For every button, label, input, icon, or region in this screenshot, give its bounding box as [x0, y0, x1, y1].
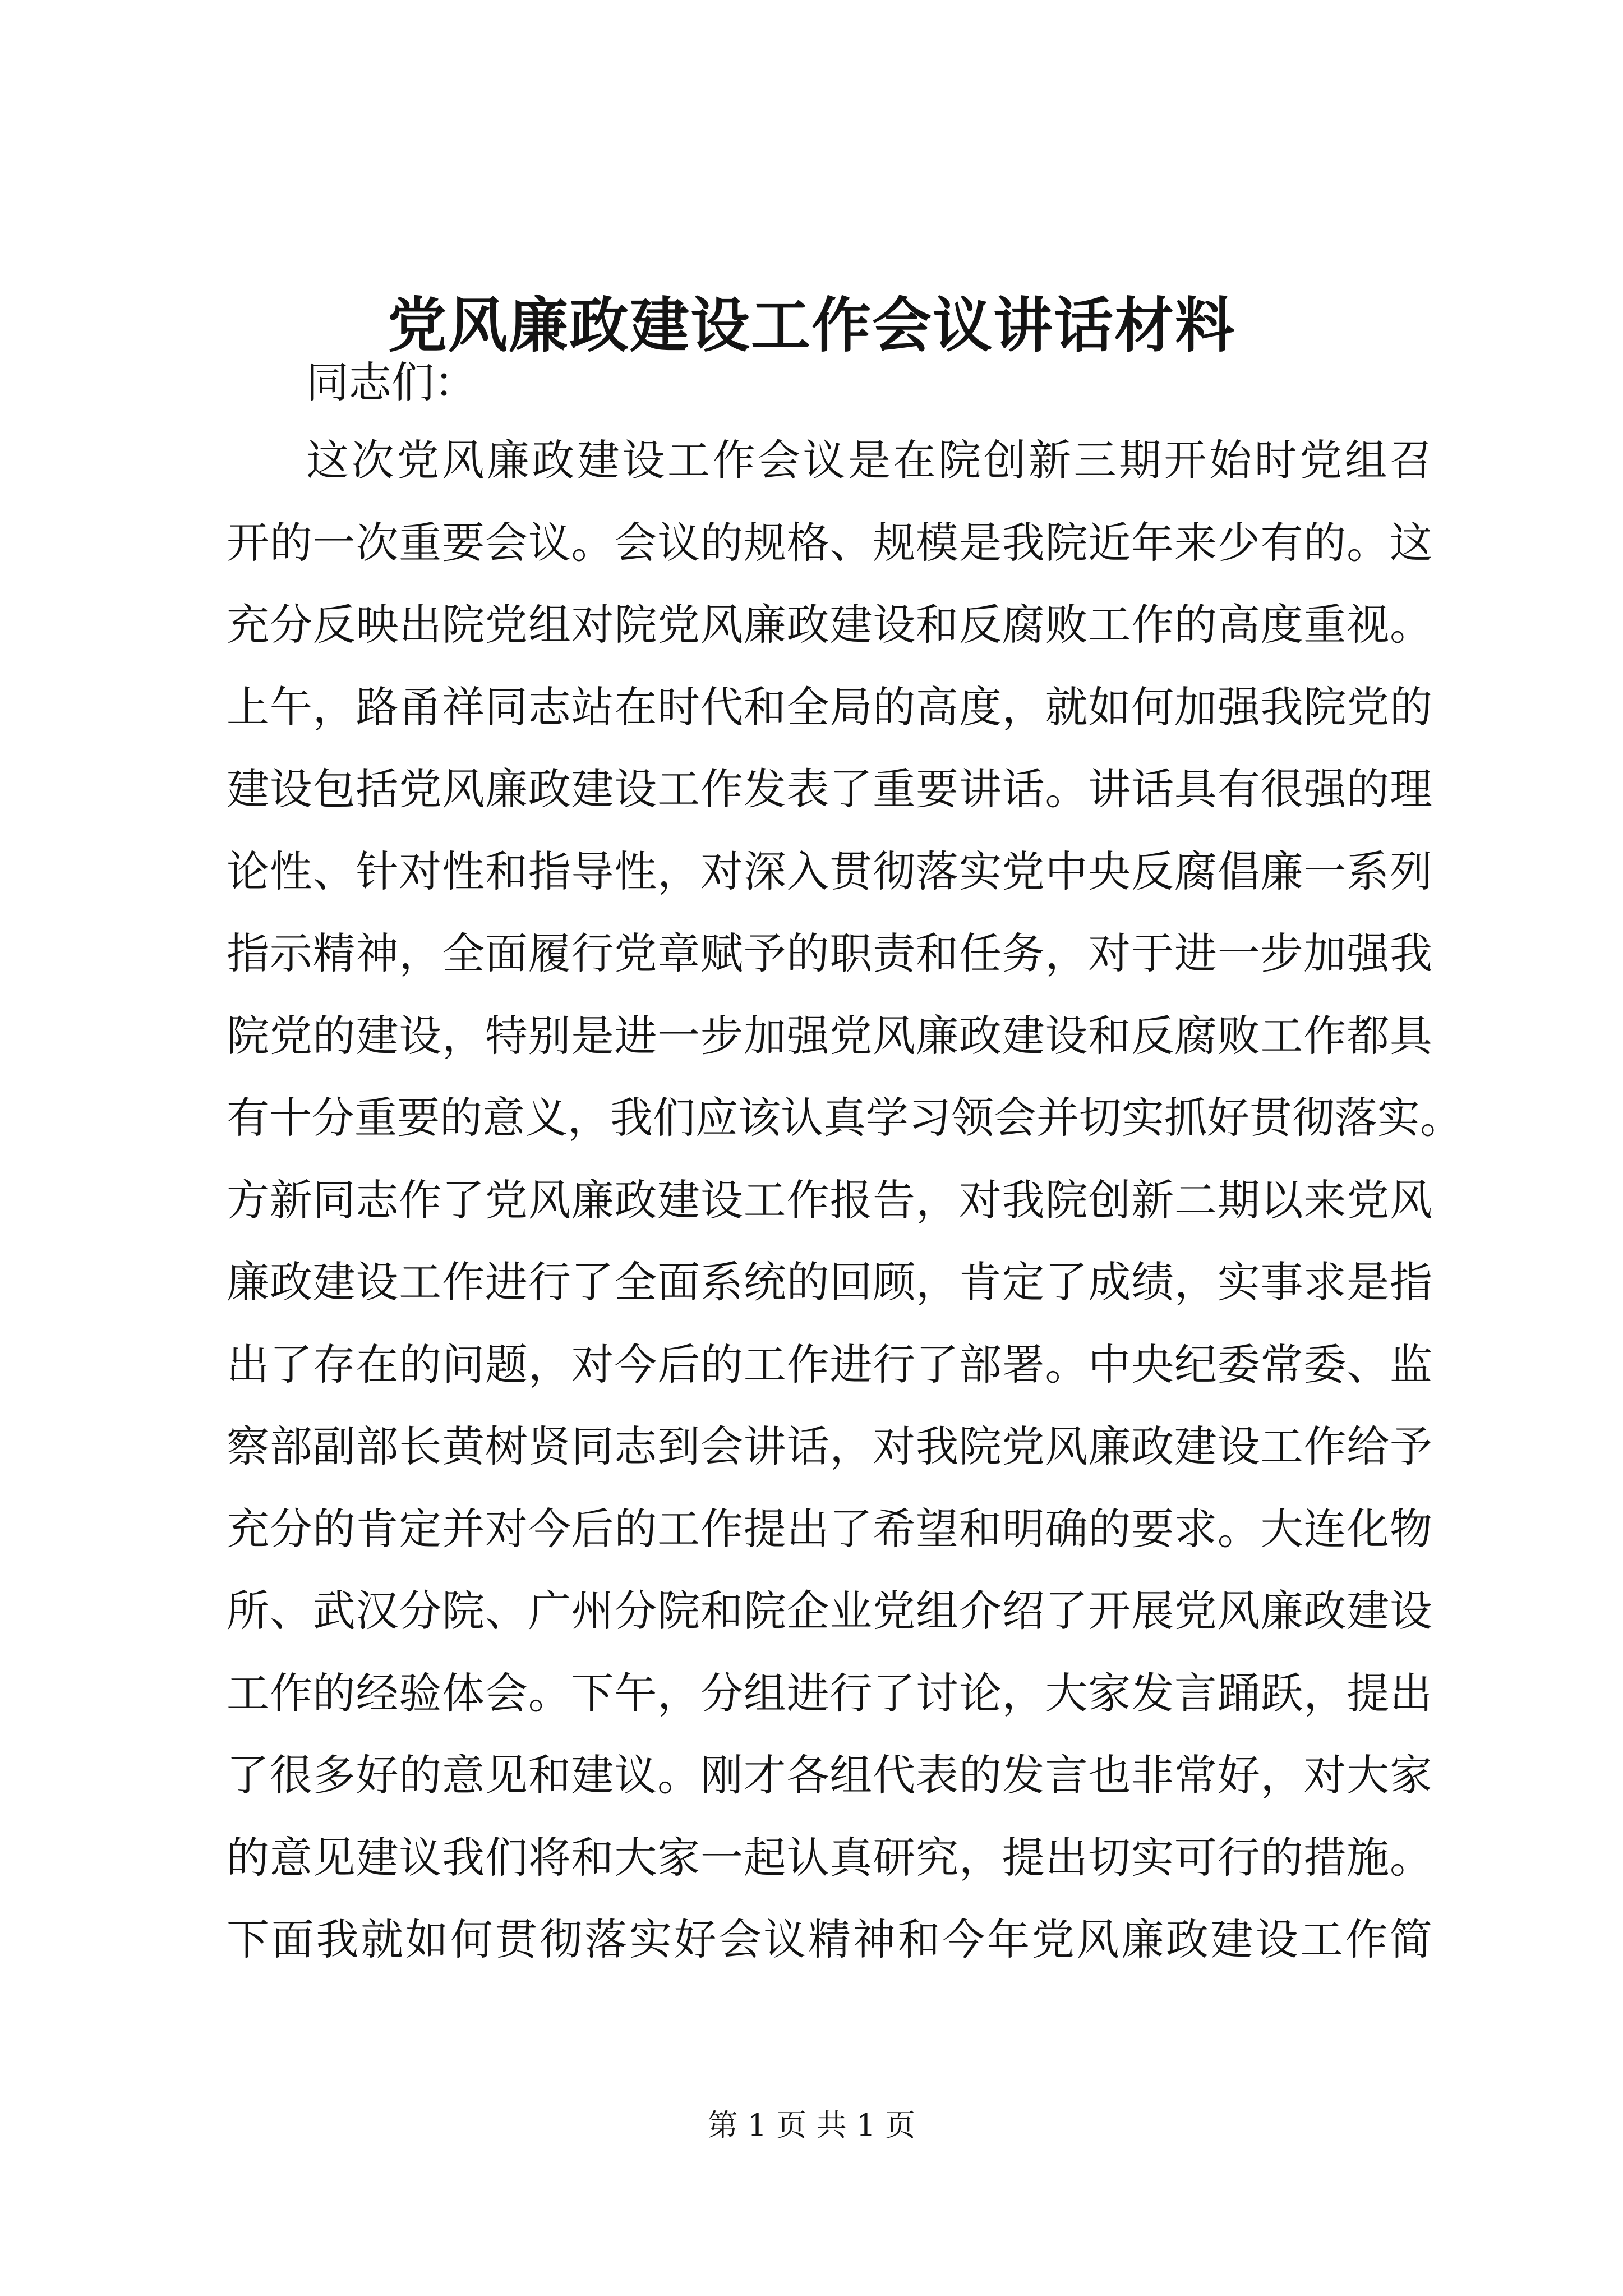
body-line: 这次党风廉政建设工作会议是在院创新三期开始时党组召 — [306, 435, 1432, 485]
salutation: 同志们： — [306, 357, 477, 407]
body-line: 工作的经验体会。下午，分组进行了讨论，大家发言踊跃，提出 — [227, 1668, 1432, 1718]
body-line: 有十分重要的意义，我们应该认真学习领会并切实抓好贯彻落实。 — [227, 1093, 1463, 1143]
body-line: 下面我就如何贯彻落实好会议精神和今年党风廉政建设工作简 — [227, 1915, 1432, 1964]
body-line: 察部副部长黄树贤同志到会讲话，对我院党风廉政建设工作给予 — [227, 1421, 1432, 1471]
body-line: 所、武汉分院、广州分院和院企业党组介绍了开展党风廉政建设 — [227, 1586, 1432, 1636]
body-line: 的意见建议我们将和大家一起认真研究，提出切实可行的措施。 — [227, 1832, 1432, 1883]
body-line: 充分反映出院党组对院党风廉政建设和反腐败工作的高度重视。 — [227, 600, 1432, 650]
body-line: 开的一次重要会议。会议的规格、规模是我院近年来少有的。这 — [227, 517, 1432, 568]
body-line: 建设包括党风廉政建设工作发表了重要讲话。讲话具有很强的理 — [227, 764, 1432, 814]
body-line: 了很多好的意见和建议。刚才各组代表的发言也非常好，对大家 — [227, 1750, 1432, 1800]
body-paragraph — [227, 420, 1463, 1981]
body-line: 廉政建设工作进行了全面系统的回顾，肯定了成绩，实事求是指 — [227, 1257, 1432, 1307]
body-line: 指示精神，全面履行党章赋予的职责和任务，对于进一步加强我 — [227, 928, 1432, 978]
body-line: 充分的肯定并对今后的工作提出了希望和明确的要求。大连化物 — [227, 1503, 1432, 1554]
body-line: 论性、针对性和指导性，对深入贯彻落实党中央反腐倡廉一系列 — [227, 846, 1432, 896]
body-line: 方新同志作了党风廉政建设工作报告，对我院创新二期以来党风 — [227, 1175, 1432, 1225]
body-line: 出了存在的问题，对今后的工作进行了部署。中央纪委常委、监 — [227, 1339, 1432, 1389]
body-line: 上午，路甬祥同志站在时代和全局的高度，就如何加强我院党的 — [227, 682, 1432, 732]
page-number-footer: 第 1 页 共 1 页 — [707, 2108, 916, 2143]
document-title: 党风廉政建设工作会议讲话材料 — [388, 290, 1235, 360]
body-line: 院党的建设，特别是进一步加强党风廉政建设和反腐败工作都具 — [227, 1010, 1432, 1061]
